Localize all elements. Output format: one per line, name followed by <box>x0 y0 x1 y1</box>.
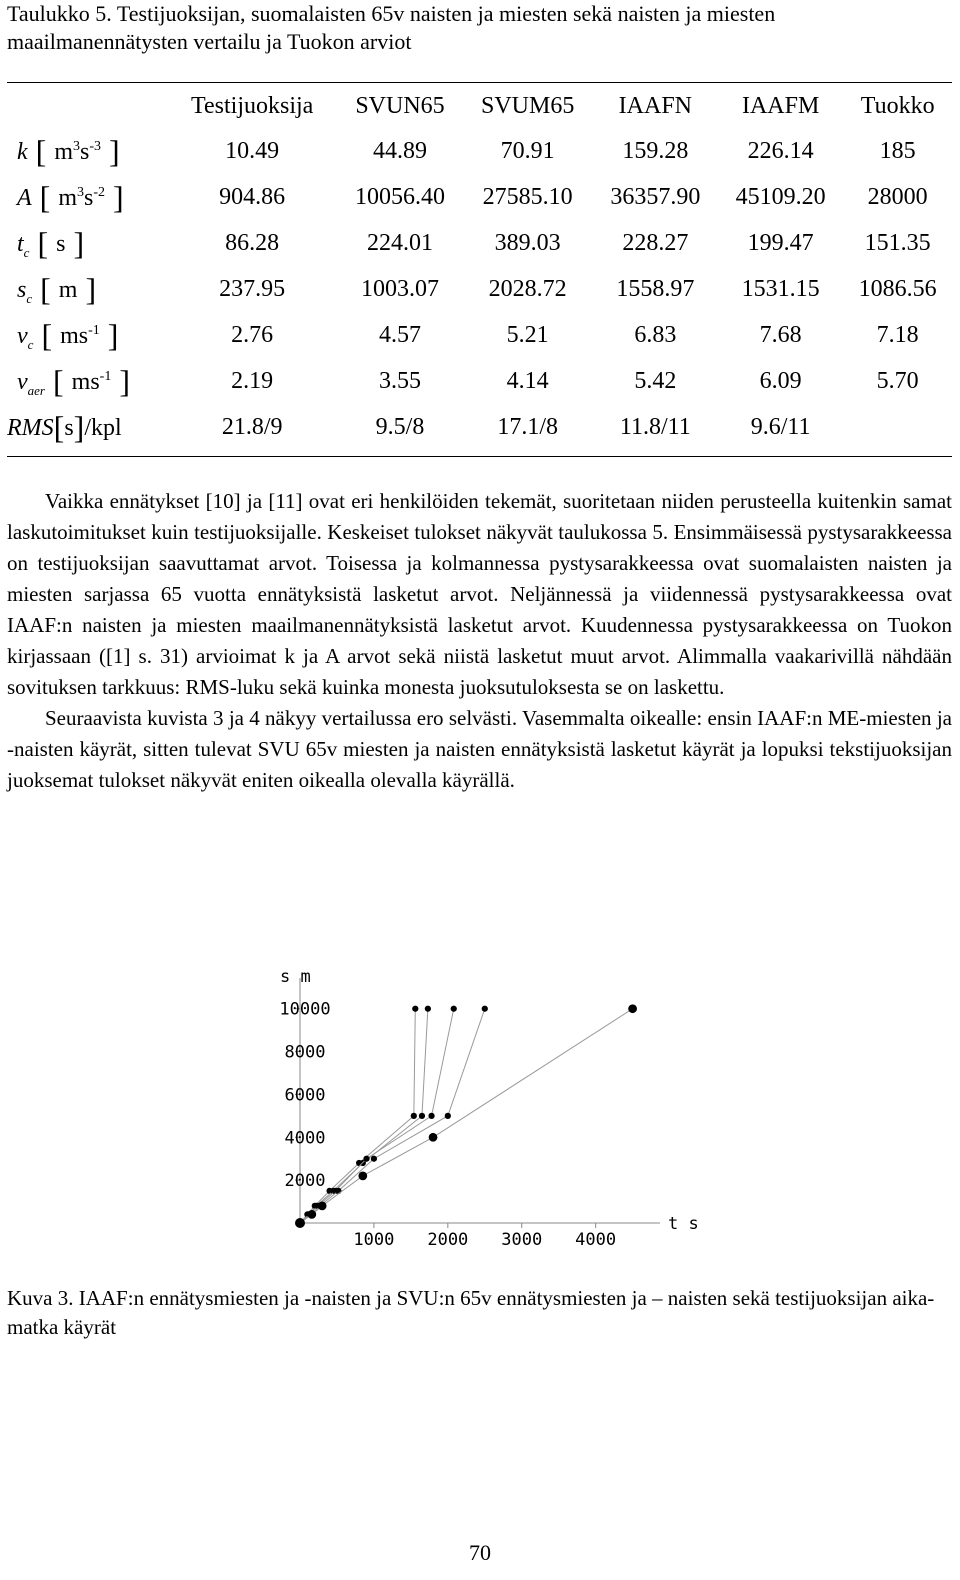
table-cell: 1558.97 <box>616 275 695 302</box>
table-cell: 237.95 <box>219 275 286 302</box>
paragraph: Vaikka ennätykset [10] ja [11] ovat eri henkilöiden tekemät, suoritetaan niiden perusteella kuitenkin samat laskutoimitukset kuin testijuoksijalle. Keskeiset tulokset näkyvät taulukossa 5. Ensimmäisessä pystysarakkeessa on testijuoksijan saavuttamat arvot. Toisessa ja kolmannessa pystysarakkeessa ovat suomalaisten naisten ja miesten sarjassa 65 vuotta ennätyksistä lasketut arvot. Neljännessä ja viidennessä pystysarakkeessa ovat IAAF:n naisten ja miesten maailmanennätyksistä lasketut arvot. Kuudennessa pystysarakkeessa on Tuokon kirjassaan ([1] s. 31) arvioimat k ja A arvot sekä niistä lasketut muut arvot. Alimmalla vaakarivillä nähdään sovituksen tarkkuus: RMS-luku sekä kuinka monesta juoksutuloksesta se on laskettu. <box>7 489 952 699</box>
table-row <box>7 312 952 358</box>
table-cell: 1086.56 <box>858 275 937 302</box>
unit-exponent: -3 <box>89 138 101 154</box>
table-cell: 10056.40 <box>354 183 445 210</box>
table-cell: 389.03 <box>494 229 561 256</box>
table-bottom-rule <box>7 456 952 457</box>
unit-bracket: ] <box>111 362 130 399</box>
x-tick-label: 1000 <box>353 1230 395 1250</box>
row-unit: m <box>54 138 73 165</box>
table-cell: 7.18 <box>876 321 919 348</box>
table-cell: 159.28 <box>622 137 689 164</box>
table-cell <box>843 404 952 450</box>
table-cell: 36357.90 <box>610 183 701 210</box>
data-point <box>428 1113 434 1119</box>
table-cell: 3.55 <box>378 367 421 394</box>
x-tick-label: 3000 <box>501 1230 543 1250</box>
table-cell: 6.09 <box>759 367 802 394</box>
column-header: Tuokko <box>860 92 935 119</box>
column-header: SVUN65 <box>355 92 445 119</box>
row-unit: s <box>84 184 94 211</box>
row-symbol: A <box>17 184 32 211</box>
table-cell: 199.47 <box>747 229 814 256</box>
row-label <box>7 404 167 450</box>
data-point <box>371 1156 377 1162</box>
table-row <box>7 266 952 312</box>
data-point <box>451 1006 457 1012</box>
body-text <box>7 486 952 796</box>
row-label <box>7 174 167 220</box>
row-symbol: t <box>17 230 24 257</box>
figure-caption: Kuva 3. IAAF:n ennätysmiesten ja -naisten ja SVU:n 65v ennätysmiesten ja – naisten sekä testijuoksijan aika-matka käyrät <box>7 1286 935 1339</box>
series-line <box>300 1009 633 1223</box>
unit-slash: / <box>84 414 91 441</box>
row-symbol-subscript: c <box>26 290 33 306</box>
table-cell: 27585.10 <box>482 183 573 210</box>
table-row <box>7 358 952 404</box>
row-symbol: RMS <box>7 414 54 441</box>
table-cell: 6.83 <box>634 321 677 348</box>
row-unit-suffix: kpl <box>90 414 122 441</box>
table-cell: 4.14 <box>506 367 549 394</box>
x-tick-label: 4000 <box>575 1230 617 1250</box>
row-label <box>7 358 167 404</box>
data-point <box>307 1210 316 1219</box>
table-cell: 86.28 <box>225 229 280 256</box>
table-cell: 9.5/8 <box>375 413 425 440</box>
data-point <box>358 1171 367 1180</box>
data-point <box>412 1006 418 1012</box>
data-point <box>335 1188 341 1194</box>
unit-exponent: -1 <box>99 368 112 384</box>
data-point <box>429 1133 438 1142</box>
row-label <box>7 220 167 266</box>
paragraph: Seuraavista kuvista 3 ja 4 näkyy vertailussa ero selvästi. Vasemmalta oikealle: ensin IAAF:n ME-miesten ja -naisten käyrät, sitten tulevat SVU 65v miesten ja naisten ennätyksistä lasketut käyrät ja lopuksi tekstijuoksijan juoksemat tulokset näkyvät eniten oikealla olevalla käyrällä. <box>7 706 952 792</box>
results-table <box>7 84 952 450</box>
table-cell: 228.27 <box>622 229 689 256</box>
row-unit: s <box>56 230 66 257</box>
y-tick-label: 2000 <box>284 1171 326 1192</box>
table-row <box>7 128 952 174</box>
table-top-rule <box>7 82 952 83</box>
y-tick-label: 8000 <box>284 1042 326 1063</box>
table-cell: 904.86 <box>219 183 286 210</box>
unit-bracket: ] <box>73 408 85 445</box>
data-point <box>295 1218 305 1228</box>
table-cell: 70.91 <box>500 137 555 164</box>
row-symbol-subscript: c <box>27 336 34 352</box>
data-point <box>482 1006 488 1012</box>
unit-bracket: [ <box>27 132 55 169</box>
data-point <box>628 1004 637 1013</box>
unit-exponent: -2 <box>93 184 106 200</box>
table-cell: 45109.20 <box>735 183 826 210</box>
table-cell: 1531.15 <box>741 275 820 302</box>
table-cell: 226.14 <box>747 137 814 164</box>
row-unit: m <box>58 184 77 211</box>
table-cell: 11.8/11 <box>619 413 691 440</box>
table-cell: 224.01 <box>366 229 433 256</box>
table-row <box>7 404 952 450</box>
row-unit: ms <box>60 322 89 349</box>
unit-bracket: [ <box>33 316 61 353</box>
row-unit: m <box>58 276 78 303</box>
table-cell: 9.6/11 <box>750 413 811 440</box>
table-header-label <box>7 84 167 128</box>
y-tick-label: 6000 <box>284 1085 326 1106</box>
table-cell: 2.76 <box>231 321 274 348</box>
column-header: IAAFM <box>741 92 820 119</box>
row-symbol: v <box>17 368 28 395</box>
row-unit: s <box>64 414 74 441</box>
table-cell: 5.42 <box>634 367 677 394</box>
row-label <box>7 128 167 174</box>
y-tick-label: 4000 <box>284 1128 326 1149</box>
table-cell: 4.57 <box>378 321 421 348</box>
unit-bracket: ] <box>77 270 97 307</box>
data-point <box>363 1156 369 1162</box>
unit-bracket: ] <box>99 316 119 353</box>
row-label <box>7 312 167 358</box>
unit-exponent: 3 <box>72 138 80 154</box>
y-tick-label: 10000 <box>279 999 331 1020</box>
table-cell: 28000 <box>867 183 928 210</box>
table-cell: 185 <box>879 137 916 164</box>
table-cell: 1003.07 <box>360 275 439 302</box>
data-point <box>318 1201 327 1210</box>
table-cell: 2028.72 <box>488 275 567 302</box>
row-symbol: s <box>17 276 27 303</box>
row-symbol-subscript: aer <box>27 382 45 398</box>
unit-bracket: ] <box>105 178 124 215</box>
table-row <box>7 174 952 220</box>
column-header: IAAFN <box>618 92 692 119</box>
unit-bracket: ] <box>65 224 85 261</box>
table-cell: 2.19 <box>231 367 274 394</box>
table-cell: 151.35 <box>864 229 931 256</box>
table-cell: 17.1/8 <box>497 413 558 440</box>
row-symbol: k <box>17 138 28 165</box>
data-point <box>411 1113 417 1119</box>
table-cell: 21.8/9 <box>221 413 283 440</box>
page-number: 70 <box>469 1540 491 1565</box>
table-row <box>7 220 952 266</box>
column-header: Testijuoksija <box>191 92 314 119</box>
data-point <box>425 1006 431 1012</box>
unit-bracket: [ <box>45 362 72 399</box>
unit-exponent: -1 <box>88 322 100 338</box>
column-header: SVUM65 <box>480 92 575 119</box>
unit-bracket: [ <box>53 408 65 445</box>
unit-bracket: [ <box>29 224 57 261</box>
table-cell: 5.21 <box>506 321 549 348</box>
time-distance-chart <box>230 955 699 1255</box>
table-cell: 10.49 <box>225 137 280 164</box>
row-unit: s <box>79 138 90 165</box>
table-caption: Taulukko 5. Testijuoksijan, suomalaisten 65v naisten ja miesten sekä naisten ja miesten maailmanennätysten vertailu ja Tuokon arviot <box>7 1 776 54</box>
row-symbol-subscript: c <box>23 244 30 260</box>
table-cell: 44.89 <box>372 137 427 164</box>
row-label <box>7 266 167 312</box>
table-cell: 5.70 <box>876 367 919 394</box>
x-axis-label: t s <box>668 1214 699 1234</box>
unit-bracket: ] <box>101 132 120 169</box>
row-symbol: v <box>17 322 28 349</box>
unit-exponent: 3 <box>77 184 84 200</box>
y-axis-label: s m <box>280 967 311 987</box>
unit-bracket: [ <box>32 270 59 307</box>
x-tick-label: 2000 <box>427 1230 469 1250</box>
row-unit: ms <box>71 368 100 395</box>
table-cell: 7.68 <box>759 321 802 348</box>
data-point <box>445 1113 451 1119</box>
unit-bracket: [ <box>31 178 59 215</box>
data-point <box>419 1113 425 1119</box>
